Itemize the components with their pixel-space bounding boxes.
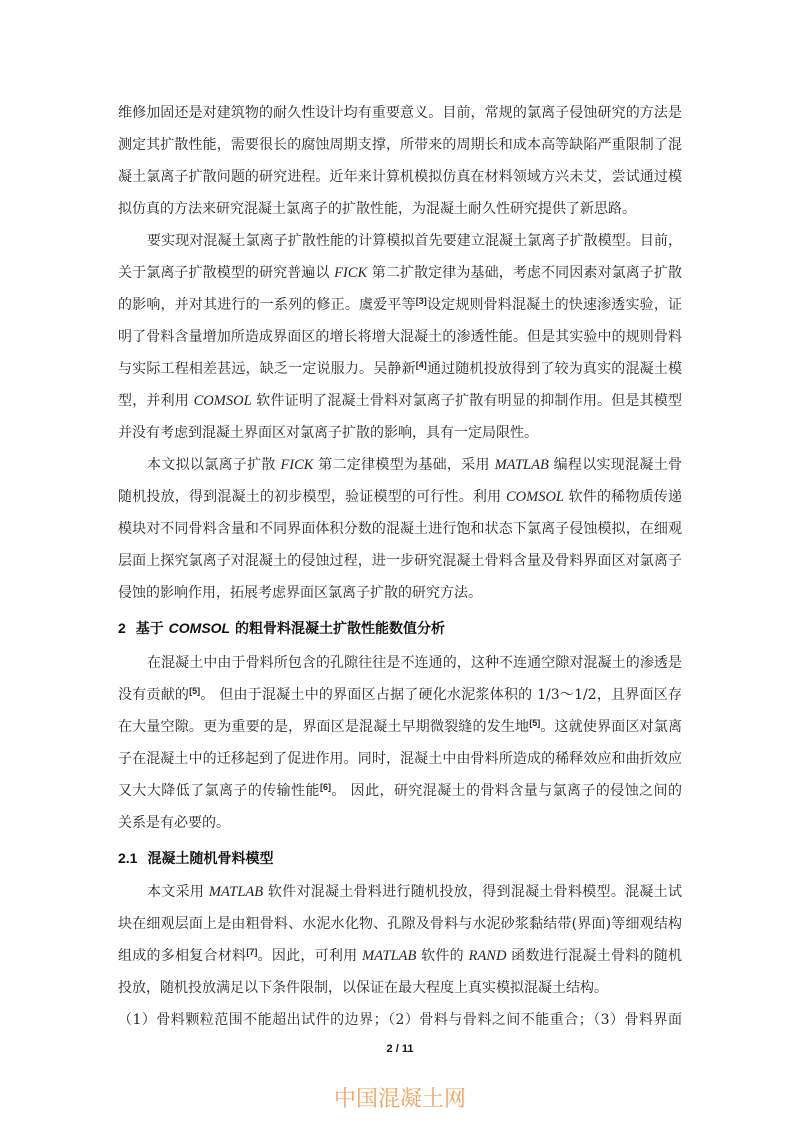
- text-line: [118, 225, 682, 257]
- list-item: [118, 1004, 682, 1036]
- citation: [6]: [319, 782, 331, 792]
- text-run: 。 因此，研究混凝土的骨料含量与氯离子的侵蚀之间的: [330, 783, 682, 799]
- text-run: 的影响，并对其进行的一系列的修正。虞爱平等: [118, 297, 416, 313]
- paragraph: [118, 97, 682, 225]
- text-run: 并没有考虑到混凝土界面区对氯离子扩散的影响，具有一定局限性。: [118, 425, 538, 441]
- text-line: [118, 876, 682, 908]
- subsection-heading: [118, 842, 682, 874]
- text-line: [118, 97, 682, 129]
- text-line: [118, 257, 682, 289]
- paragraph: [118, 225, 682, 449]
- text-run: 本文拟以氯离子扩散: [147, 457, 281, 473]
- text-line: [118, 807, 682, 839]
- text-run: 设定规则骨料混凝土的快速渗透实验，证: [426, 297, 682, 313]
- text-run: 关系是有必要的。: [118, 815, 230, 831]
- text-line: [118, 161, 682, 193]
- citation: [7]: [246, 947, 258, 957]
- text-run: 组成的多相复合材料: [118, 948, 247, 964]
- text-run: 与实际工程相差甚远，缺乏一定说服力。吴静新: [118, 361, 416, 377]
- text-run: 第二定律模型为基础，采用: [313, 457, 495, 473]
- section-heading: [118, 612, 682, 644]
- text-run: 软件的: [416, 948, 469, 964]
- text-run: 第二扩散定律为基础，考虑不同因素对氯离子扩散: [367, 265, 682, 281]
- text-run: 混凝土随机骨料模型: [147, 851, 274, 867]
- text-line: [118, 711, 682, 743]
- text-line: [118, 385, 682, 417]
- italic-term: COMSOL: [193, 393, 252, 409]
- text-line: [118, 321, 682, 353]
- text-line: [118, 353, 682, 385]
- body-text: [118, 97, 682, 1036]
- text-run: 要实现对混凝土氯离子扩散性能的计算模拟首先要建立混凝土氯离子扩散模型。目前，: [147, 233, 682, 249]
- italic-term: COMSOL: [505, 489, 564, 505]
- text-run: 侵蚀的影响作用，拓展考虑界面区氯离子扩散的研究方法。: [118, 585, 482, 601]
- text-run: 本文采用: [147, 884, 209, 900]
- site-watermark: 中国混凝土网: [333, 1087, 466, 1112]
- text-run: 。这就使界面区对氯离: [540, 719, 682, 735]
- text-run: 关于氯离子扩散模型的研究普遍以: [118, 265, 335, 281]
- italic-term: MATLAB: [362, 948, 417, 964]
- text-run: 通过随机投放得到了较为真实的混凝土模: [426, 361, 682, 377]
- citation: [5]: [529, 718, 541, 728]
- text-run: 层面上探究氯离子对混凝土的侵蚀过程，进一步研究混凝土骨料含量及骨料界面区对氯离子: [118, 553, 682, 569]
- italic-term: RAND: [468, 948, 507, 964]
- text-line: [118, 545, 682, 577]
- text-line: [118, 289, 682, 321]
- text-line: [118, 679, 682, 711]
- text-run: 子在混凝土中的迁移起到了促进作用。同时，混凝土中由骨料所造成的稀释效应和曲折效应: [118, 751, 682, 767]
- paragraph: [118, 876, 682, 1004]
- text-line: [118, 647, 682, 679]
- text-run: 随机投放，得到混凝土的初步模型，验证模型的可行性。利用: [118, 489, 506, 505]
- text-run: 型，并利用: [118, 393, 194, 409]
- text-run: 在混凝土中由于骨料所包含的孔隙往往是不连通的，这种不连通空隙对混凝土的渗透是: [147, 655, 682, 671]
- italic-term: FICK: [280, 457, 314, 473]
- text-run: 明了骨料含量增加所造成界面区的增长将增大混凝土的渗透性能。但是其实验中的规则骨料: [118, 329, 682, 345]
- text-run: 拟仿真的方法来研究混凝土氯离子的扩散性能，为混凝土耐久性研究提供了新思路。: [118, 201, 636, 217]
- page-number: 2 / 11: [386, 1043, 414, 1055]
- italic-term: FICK: [334, 265, 368, 281]
- text-run: 又大大降低了氯离子的传输性能: [118, 783, 320, 799]
- text-line: [118, 449, 682, 481]
- text-run: 软件对混凝土骨料进行随机投放，得到混凝土骨料模型。混凝土试: [263, 884, 682, 900]
- text-run: （1）骨料颗粒范围不能超出试件的边界；（2）骨料与骨料之间不能重合；（3）骨料界面: [118, 1012, 682, 1028]
- citation: [3]: [415, 296, 427, 306]
- text-run: 测定其扩散性能，需要很长的腐蚀周期支撑，所带来的周期长和成本高等缺陷严重限制了混: [118, 137, 682, 153]
- text-run: 块在细观层面上是由粗骨料、水泥水化物、孔隙及骨料与水泥砂浆黏结带(界面)等细观结构: [118, 916, 682, 932]
- paragraph: [118, 647, 682, 839]
- italic-term: MATLAB: [208, 884, 264, 900]
- italic-term: COMSOL: [168, 620, 231, 636]
- citation: [5]: [189, 686, 201, 696]
- text-line: [118, 513, 682, 545]
- paragraph: [118, 449, 682, 609]
- text-line: [118, 577, 682, 609]
- text-line: [118, 417, 682, 449]
- text-line: [118, 743, 682, 775]
- text-line: [118, 940, 682, 972]
- text-run: 软件的稀物质传递: [563, 489, 682, 505]
- text-line: [118, 129, 682, 161]
- text-run: 在大量空隙。更为重要的是，界面区是混凝土早期微裂缝的发生地: [118, 719, 530, 735]
- text-line: [118, 972, 682, 1004]
- text-line: [118, 1004, 682, 1036]
- text-line: [118, 481, 682, 513]
- text-run: 。 但由于混凝土中的界面区占据了硬化水泥浆体积的 1/3～1/2，且界面区存: [200, 687, 682, 703]
- text-run: 函数进行混凝土骨料的随机: [506, 948, 682, 964]
- text-run: 没有贡献的: [118, 687, 190, 703]
- text-run: 投放，随机投放满足以下条件限制，以保证在最大程度上真实模拟混凝土结构。: [118, 980, 608, 996]
- heading-number: 2.1: [118, 850, 138, 866]
- text-run: 的粗骨料混凝土扩散性能数值分析: [230, 621, 445, 637]
- text-line: [118, 193, 682, 225]
- text-run: 模块对不同骨料含量和不同界面体积分数的混凝土进行饱和状态下氯离子侵蚀模拟，在细观: [118, 521, 682, 537]
- text-run: 软件证明了混凝土骨料对氯离子扩散有明显的抑制作用。但是其模型: [251, 393, 682, 409]
- text-run: 维修加固还是对建筑物的耐久性设计均有重要意义。目前，常规的氯离子侵蚀研究的方法是: [118, 105, 682, 121]
- italic-term: MATLAB: [494, 457, 549, 473]
- text-line: [118, 908, 682, 940]
- text-run: 凝土氯离子扩散问题的研究进程。近年来计算机模拟仿真在材料领域方兴未艾，尝试通过模: [118, 169, 682, 185]
- text-run: 。因此，可利用: [257, 948, 363, 964]
- text-line: [118, 775, 682, 807]
- text-run: 基于: [135, 621, 169, 637]
- text-run: 编程以实现混凝土骨: [553, 457, 682, 473]
- citation: [4]: [415, 360, 427, 370]
- heading-number: 2: [118, 620, 126, 636]
